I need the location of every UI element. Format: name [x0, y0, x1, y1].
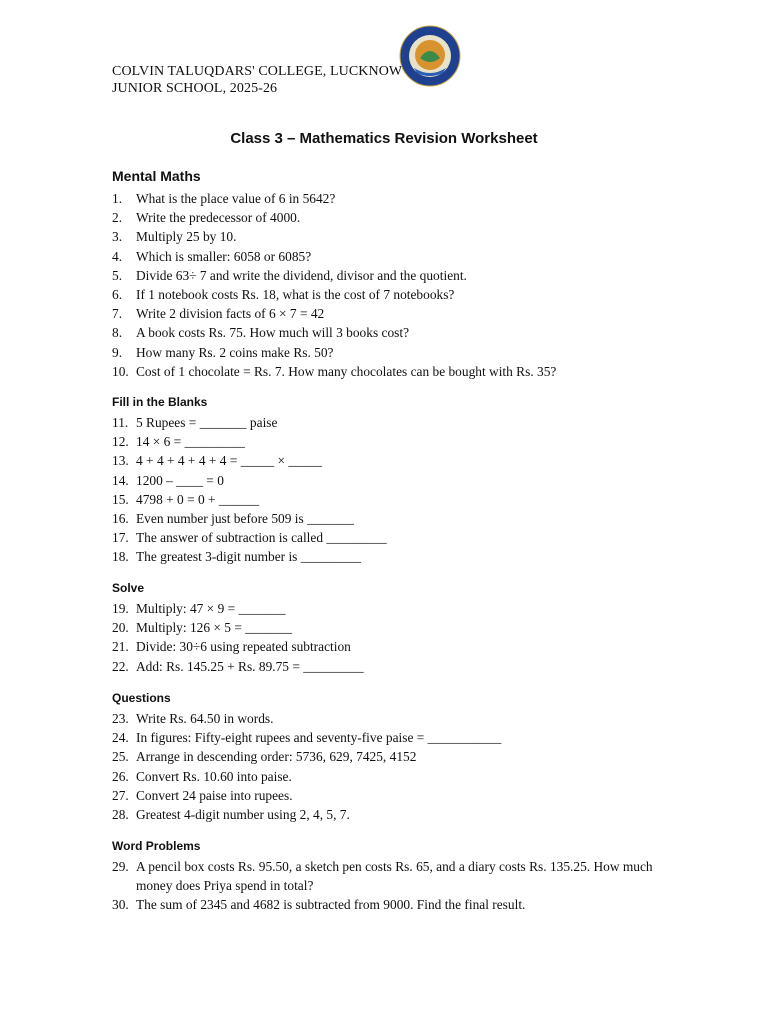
- question-number: 7.: [112, 306, 123, 322]
- question-number: 26.: [112, 768, 129, 784]
- question-item: [112, 247, 672, 266]
- question-text: 5 Rupees = _______ paise: [136, 415, 278, 430]
- questions-list: [112, 709, 672, 824]
- question-text: Even number just before 509 is _______: [136, 511, 354, 527]
- question-item: [112, 805, 672, 824]
- question-number: 23.: [112, 711, 129, 726]
- worksheet-title: Class 3 – Mathematics Revision Worksheet: [230, 130, 538, 147]
- question-text: Divide: 30÷6 using repeated subtraction: [136, 639, 351, 655]
- question-item: [112, 786, 672, 805]
- question-text: The greatest 3-digit number is _________: [136, 549, 361, 565]
- word-problems-list: [112, 857, 672, 915]
- school-session: JUNIOR SCHOOL, 2025-26: [112, 81, 278, 96]
- question-text: If 1 notebook costs Rs. 18, what is the cost of 7 notebooks?: [136, 287, 455, 303]
- question-number: 19.: [112, 601, 129, 616]
- question-text: Multiply: 47 × 9 = _______: [136, 601, 286, 616]
- question-text: Cost of 1 chocolate = Rs. 7. How many chocolates can be bought with Rs. 35?: [136, 363, 557, 379]
- question-number: 20.: [112, 620, 129, 636]
- section-heading-solve: Solve: [112, 581, 145, 595]
- school-crest-logo: [398, 24, 462, 88]
- question-item: [112, 323, 672, 342]
- question-text: A pencil box costs Rs. 95.50, a sketch pen costs Rs. 65, and a diary costs Rs. 135.25. How much money does Priya spend in total?: [136, 859, 653, 894]
- question-item: [112, 528, 672, 547]
- question-text: Add: Rs. 145.25 + Rs. 89.75 = _________: [136, 658, 364, 674]
- question-item: [112, 285, 672, 304]
- question-item: [112, 547, 672, 566]
- question-number: 3.: [112, 229, 123, 245]
- question-number: 17.: [112, 530, 129, 546]
- section-heading-word-problems: Word Problems: [112, 839, 201, 853]
- school-name: COLVIN TALUQDARS' COLLEGE, LUCKNOW: [112, 64, 403, 79]
- question-text: Write 2 division facts of 6 × 7 = 42: [136, 306, 325, 322]
- school-header: [112, 63, 402, 97]
- mental-maths-list: [112, 189, 672, 381]
- question-number: 13.: [112, 453, 129, 469]
- question-item: [112, 599, 672, 618]
- question-number: 15.: [112, 491, 129, 507]
- section-heading-questions: Questions: [112, 691, 171, 705]
- question-number: 6.: [112, 287, 123, 303]
- question-item: [112, 709, 672, 728]
- question-text: Write Rs. 64.50 in words.: [136, 711, 274, 726]
- question-number: 14.: [112, 472, 129, 488]
- section-heading-mental-maths: Mental Maths: [112, 168, 201, 184]
- section-heading-fill-blanks: Fill in the Blanks: [112, 395, 208, 409]
- question-number: 12.: [112, 434, 129, 450]
- question-item: [112, 747, 672, 766]
- fill-blanks-list: [112, 413, 672, 567]
- question-number: 2.: [112, 210, 123, 226]
- question-item: [112, 451, 672, 470]
- question-number: 10.: [112, 363, 129, 379]
- question-text: The answer of subtraction is called _________: [136, 530, 387, 546]
- question-text: Multiply 25 by 10.: [136, 229, 237, 245]
- question-text: Arrange in descending order: 5736, 629, 7425, 4152: [136, 749, 417, 765]
- question-text: Multiply: 126 × 5 = _______: [136, 620, 293, 636]
- question-text: The sum of 2345 and 4682 is subtracted from 9000. Find the final result.: [136, 897, 526, 913]
- question-text: 4 + 4 + 4 + 4 + 4 = _____ × _____: [136, 453, 322, 469]
- question-text: What is the place value of 6 in 5642?: [136, 191, 336, 206]
- question-text: 14 × 6 = _________: [136, 434, 245, 450]
- question-item: [112, 227, 672, 246]
- question-item: [112, 657, 672, 676]
- solve-list: [112, 599, 672, 676]
- question-number: 5.: [112, 267, 123, 283]
- question-item: [112, 343, 672, 362]
- question-item: [112, 618, 672, 637]
- question-item: [112, 266, 672, 285]
- question-number: 9.: [112, 344, 123, 360]
- question-number: 18.: [112, 549, 129, 565]
- question-text: 4798 + 0 = 0 + ______: [136, 491, 260, 507]
- question-number: 1.: [112, 191, 123, 206]
- question-item: [112, 857, 672, 895]
- question-number: 22.: [112, 658, 129, 674]
- question-number: 29.: [112, 859, 129, 874]
- question-item: [112, 432, 672, 451]
- question-item: [112, 471, 672, 490]
- question-text: Greatest 4-digit number using 2, 4, 5, 7.: [136, 807, 350, 823]
- question-item: [112, 304, 672, 323]
- question-number: 21.: [112, 639, 129, 655]
- question-text: Divide 63÷ 7 and write the dividend, divisor and the quotient.: [136, 267, 467, 283]
- question-item: [112, 208, 672, 227]
- question-text: 1200 – ____ = 0: [136, 472, 224, 488]
- question-number: 24.: [112, 730, 129, 746]
- question-text: A book costs Rs. 75. How much will 3 books cost?: [136, 325, 410, 341]
- question-item: [112, 895, 672, 914]
- question-item: [112, 509, 672, 528]
- question-item: [112, 767, 672, 786]
- question-text: Which is smaller: 6058 or 6085?: [136, 248, 312, 264]
- question-number: 16.: [112, 511, 129, 527]
- question-number: 11.: [112, 415, 129, 430]
- question-item: [112, 362, 672, 381]
- question-item: [112, 637, 672, 656]
- question-text: Convert Rs. 10.60 into paise.: [136, 768, 292, 784]
- question-text: How many Rs. 2 coins make Rs. 50?: [136, 344, 334, 360]
- question-item: [112, 413, 672, 432]
- question-item: [112, 728, 672, 747]
- question-number: 27.: [112, 787, 129, 803]
- question-number: 30.: [112, 897, 129, 913]
- question-text: Convert 24 paise into rupees.: [136, 787, 293, 803]
- question-number: 28.: [112, 807, 129, 823]
- question-number: 8.: [112, 325, 123, 341]
- question-text: Write the predecessor of 4000.: [136, 210, 301, 226]
- question-item: [112, 490, 672, 509]
- question-text: In figures: Fifty-eight rupees and seventy-five paise = ___________: [136, 730, 502, 746]
- question-item: [112, 189, 672, 208]
- question-number: 4.: [112, 248, 123, 264]
- question-number: 25.: [112, 749, 129, 765]
